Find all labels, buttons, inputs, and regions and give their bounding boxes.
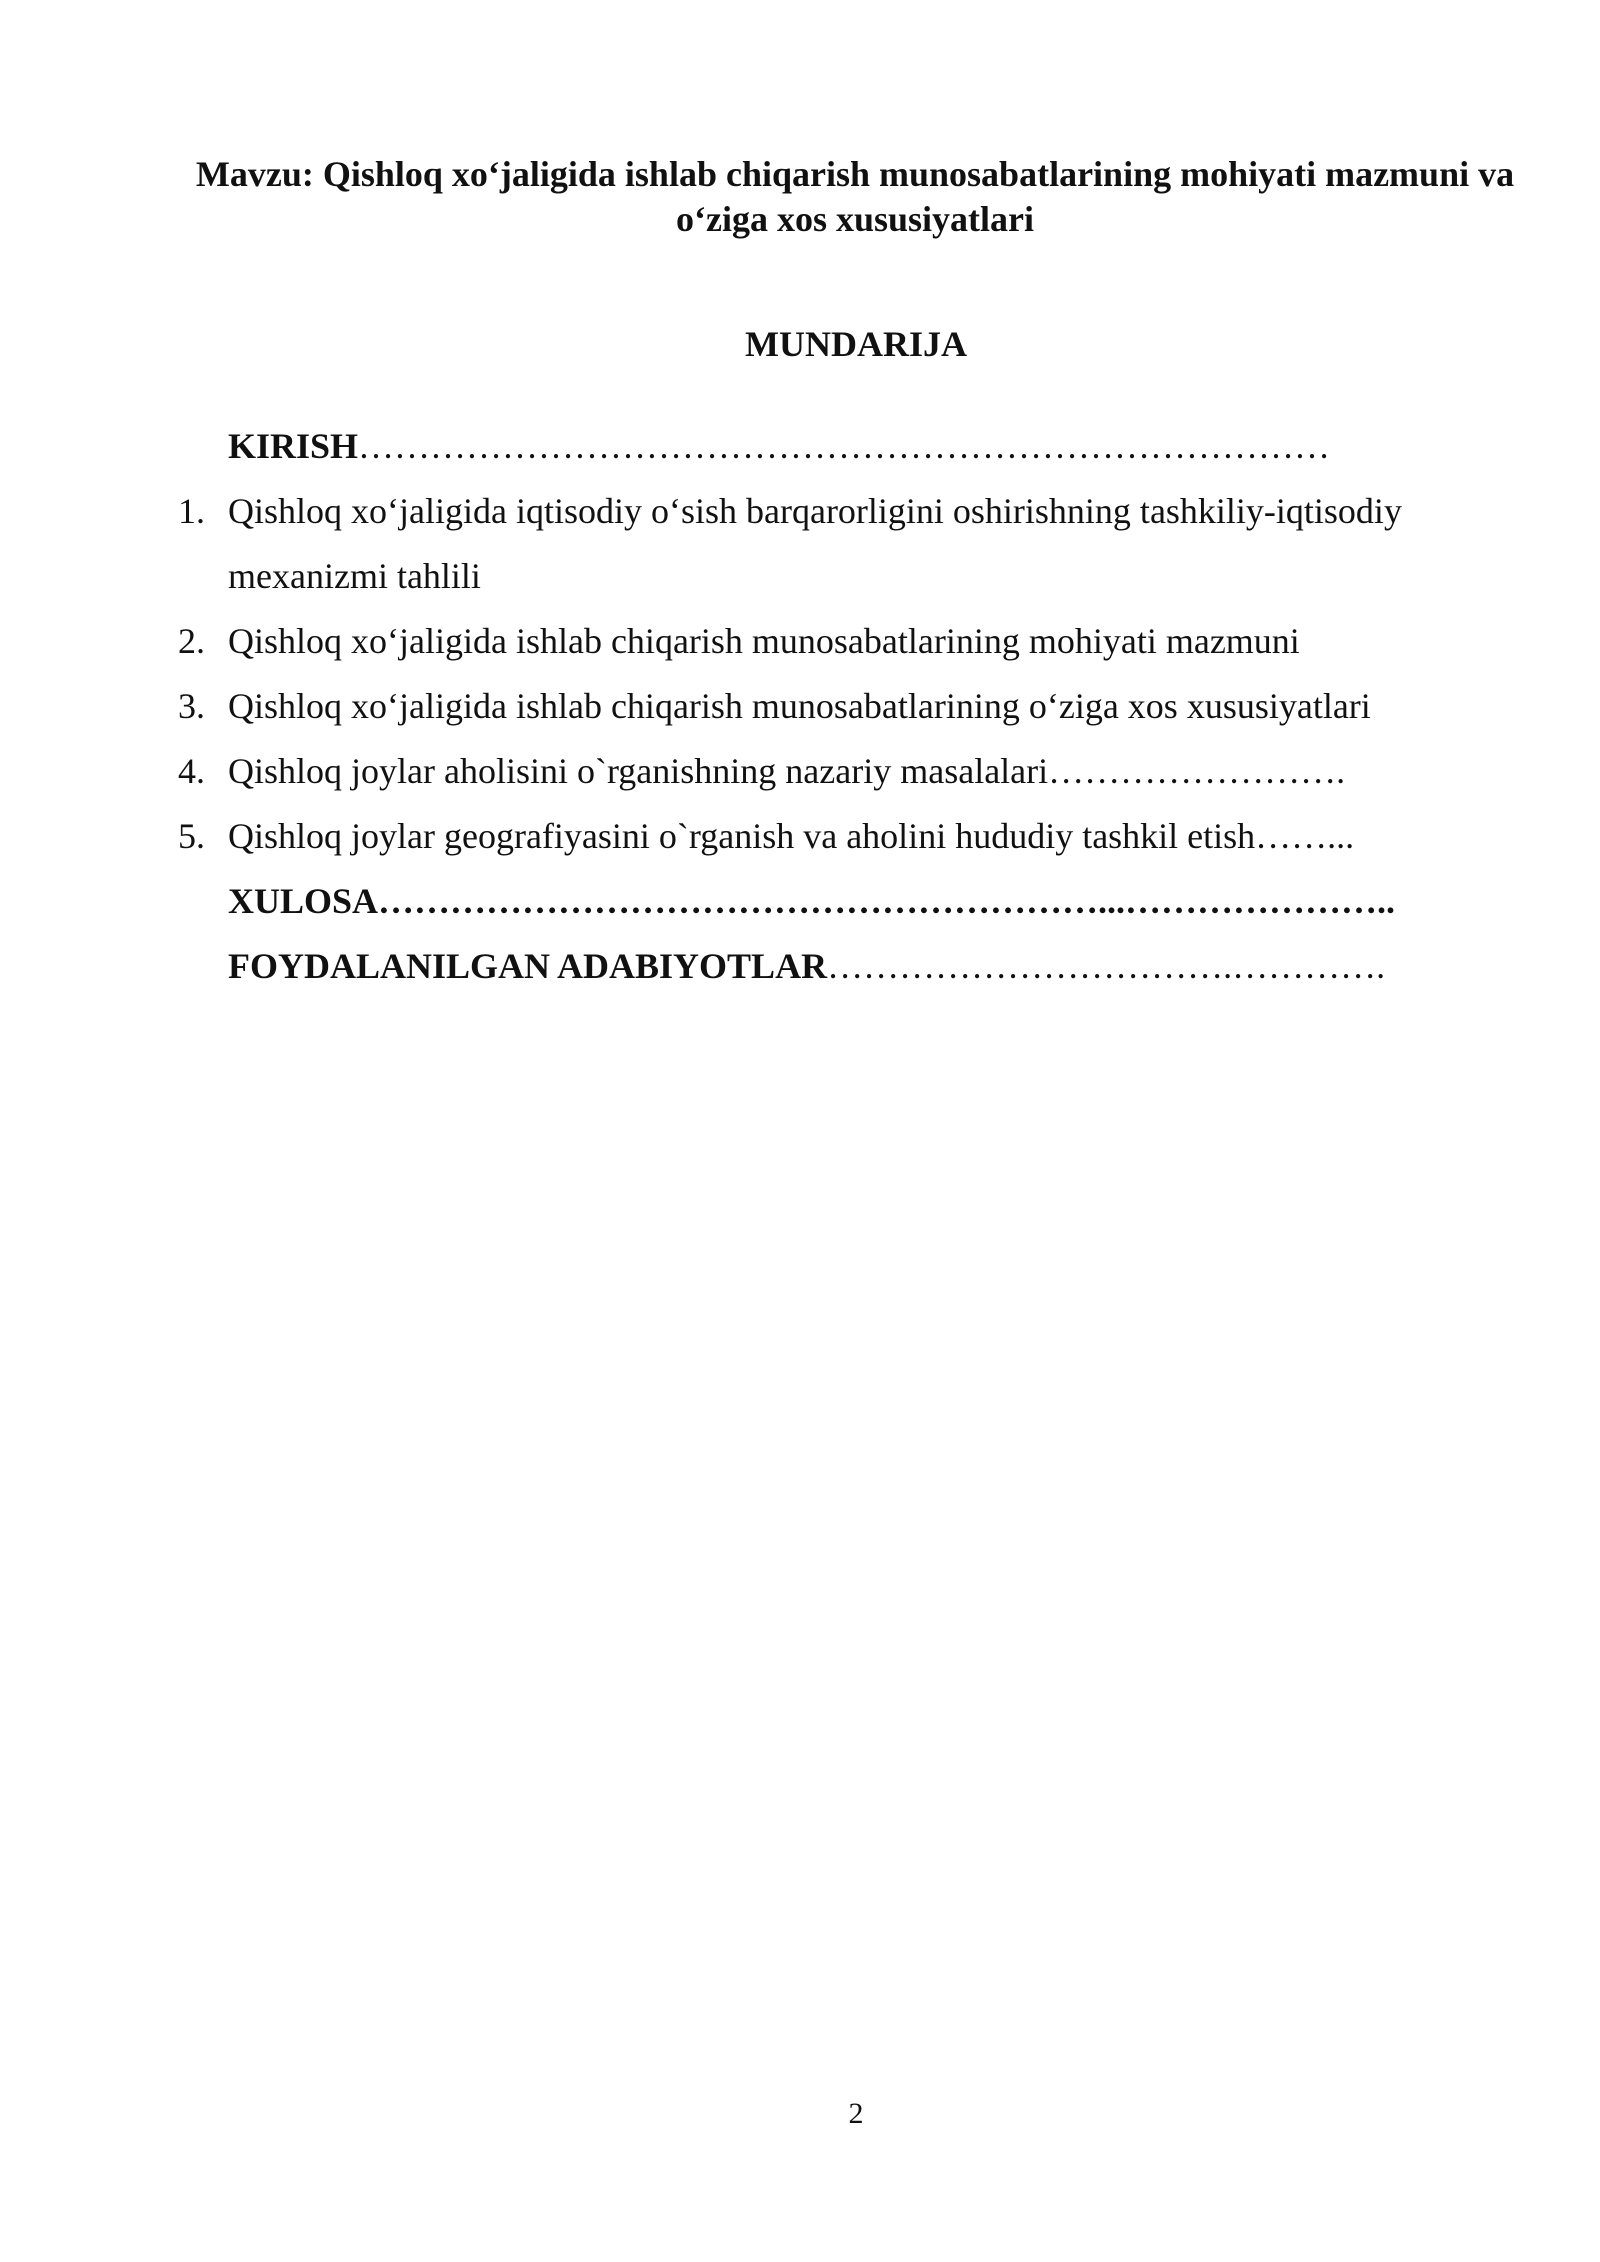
toc-item-5-number: 5. [178,816,205,856]
toc-item-4-number: 4. [178,751,205,791]
toc-conclusion: XULOSA……………………………………………………...………………….. [228,881,1396,921]
toc-intro-label: KIRISH [228,426,359,466]
toc-item-1-line-1: Qishloq xo‘jaligida iqtisodiy o‘sish barqarorligini oshirishning tashkiliy-iqtisodiy [228,491,1402,531]
document-title: Mavzu: Qishloq xo‘jaligida ishlab chiqarish munosabatlarining mohiyati mazmuni va o‘ziga xos xususiyatlari [195,154,1515,239]
toc-item-1-line-2: mexanizmi tahlili [228,556,481,596]
toc-item-4: Qishloq joylar aholisini o`rganishning nazariy masalalari……………………. [228,751,1346,791]
toc-references [228,944,1385,989]
toc-item-1-number: 1. [178,491,205,531]
toc-references-leader: …………………………….…………. [827,946,1386,986]
toc-item-2-number: 2. [178,621,205,661]
toc-item-5: Qishloq joylar geografiyasini o`rganish va aholini hududiy tashkil etish……... [228,816,1355,856]
toc-item-2: Qishloq xo‘jaligida ishlab chiqarish munosabatlarining mohiyati mazmuni [228,621,1300,661]
toc-item-3: Qishloq xo‘jaligida ishlab chiqarish munosabatlarining o‘ziga xos xususiyatlari [228,686,1371,726]
toc-item-3-number: 3. [178,686,205,726]
page-number: 2 [848,2097,864,2130]
contents-heading: MUNDARIJA [745,324,967,364]
toc-intro-leader: ……………………………………………………………………… [358,426,1331,466]
toc-references-label: FOYDALANILGAN ADABIYOTLAR [228,946,828,986]
toc-intro [228,424,1330,469]
